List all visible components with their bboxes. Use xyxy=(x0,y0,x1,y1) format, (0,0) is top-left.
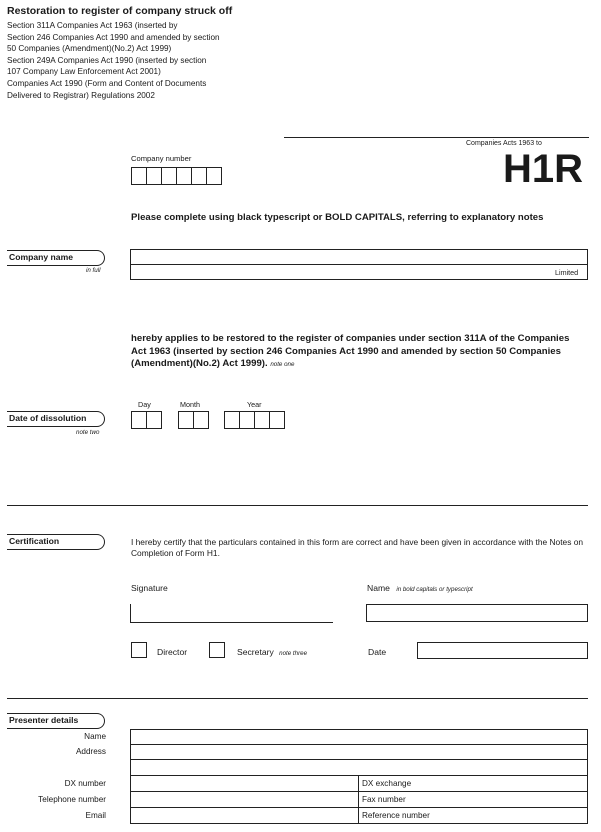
application-statement: hereby applies to be restored to the register of companies under section 311A of the Companies Act 1963 (inserted by section 246 Companies Act 1990 and amended by section 50 Companies (Amendment)(No.2) Act 1999). xyxy=(131,333,570,370)
signature-field[interactable] xyxy=(130,604,333,623)
company-name-field-line2[interactable] xyxy=(130,264,588,280)
digit-box[interactable] xyxy=(224,411,240,429)
cert-name-field[interactable] xyxy=(366,604,588,622)
legal-line: 107 Company Law Enforcement Act 2001) xyxy=(7,67,161,77)
digit-box[interactable] xyxy=(191,167,207,185)
month-boxes[interactable] xyxy=(178,411,208,429)
dx-number-label: DX number xyxy=(64,779,106,788)
company-name-note: in full xyxy=(86,267,101,274)
name-label-row xyxy=(367,583,473,593)
certification-text: I hereby certify that the particulars contained in this form are correct and have been given in accordance with the Notes on Completion of Form H1. xyxy=(131,537,584,559)
application-text xyxy=(131,333,571,372)
legal-line: Companies Act 1990 (Form and Content of Documents xyxy=(7,78,207,88)
company-number-label: Company number xyxy=(131,154,192,163)
digit-box[interactable] xyxy=(193,411,209,429)
secretary-checkbox[interactable] xyxy=(209,642,225,658)
presenter-name-field[interactable] xyxy=(130,729,588,745)
director-label: Director xyxy=(157,647,188,657)
section-divider xyxy=(7,698,588,699)
header-rule xyxy=(284,137,589,138)
digit-box[interactable] xyxy=(131,411,147,429)
day-label: Day xyxy=(138,400,151,409)
digit-box[interactable] xyxy=(254,411,270,429)
digit-box[interactable] xyxy=(206,167,222,185)
company-number-boxes[interactable] xyxy=(131,167,221,185)
legal-line: Section 246 Companies Act 1990 and amended by section xyxy=(7,32,220,42)
legal-line: 50 Companies (Amendment)(No.2) Act 1999) xyxy=(7,44,172,54)
instruction-text: Please complete using black typescript or BOLD CAPITALS, referring to explanatory notes xyxy=(131,212,544,223)
telephone-field[interactable] xyxy=(130,791,359,808)
acts-label: Companies Acts 1963 to xyxy=(466,140,542,147)
email-label: Email xyxy=(85,811,106,820)
presenter-name-label: Name xyxy=(84,732,106,741)
day-boxes[interactable] xyxy=(131,411,161,429)
company-name-field-line1[interactable] xyxy=(130,249,588,265)
form-code: H1R xyxy=(502,147,583,191)
limited-suffix: Limited xyxy=(555,268,579,277)
digit-box[interactable] xyxy=(239,411,255,429)
dissolution-label: Date of dissolution xyxy=(9,413,87,423)
dissolution-note: note two xyxy=(76,429,100,436)
digit-box[interactable] xyxy=(176,167,192,185)
digit-box[interactable] xyxy=(146,167,162,185)
name-note: in bold capitals or typescript xyxy=(396,586,473,593)
date-label: Date xyxy=(368,647,387,657)
month-label: Month xyxy=(180,400,200,409)
dx-number-field[interactable] xyxy=(130,775,359,792)
certification-label: Certification xyxy=(9,536,60,546)
telephone-label: Telephone number xyxy=(38,795,106,804)
legal-references xyxy=(7,20,220,101)
legal-line: Delivered to Registrar) Regulations 2002 xyxy=(7,90,155,100)
legal-line: Section 249A Companies Act 1990 (inserted by section xyxy=(7,55,207,65)
presenter-label: Presenter details xyxy=(9,715,79,725)
note-one-ref: note one xyxy=(270,361,295,369)
year-label: Year xyxy=(247,400,262,409)
year-boxes[interactable] xyxy=(224,411,284,429)
address-field-line1[interactable] xyxy=(130,744,588,760)
company-name-label: Company name xyxy=(9,252,73,262)
date-field[interactable] xyxy=(417,642,588,659)
cert-name-label: Name xyxy=(367,583,390,593)
address-label: Address xyxy=(75,747,106,756)
signature-label: Signature xyxy=(131,583,168,593)
digit-box[interactable] xyxy=(269,411,285,429)
digit-box[interactable] xyxy=(161,167,177,185)
address-field-line2[interactable] xyxy=(130,759,588,776)
digit-box[interactable] xyxy=(178,411,194,429)
form-title: Restoration to register of company struck off xyxy=(7,5,233,17)
dx-exchange-label: DX exchange xyxy=(362,779,412,788)
legal-line: Section 311A Companies Act 1963 (inserted by xyxy=(7,21,178,30)
secretary-label: Secretary xyxy=(237,647,274,657)
director-checkbox[interactable] xyxy=(131,642,147,658)
fax-label: Fax number xyxy=(362,795,406,804)
secretary-note: note three xyxy=(279,650,308,657)
email-field[interactable] xyxy=(130,807,359,824)
reference-label: Reference number xyxy=(362,811,430,820)
digit-box[interactable] xyxy=(131,167,147,185)
section-divider xyxy=(7,505,588,506)
secretary-row xyxy=(237,647,307,657)
digit-box[interactable] xyxy=(146,411,162,429)
